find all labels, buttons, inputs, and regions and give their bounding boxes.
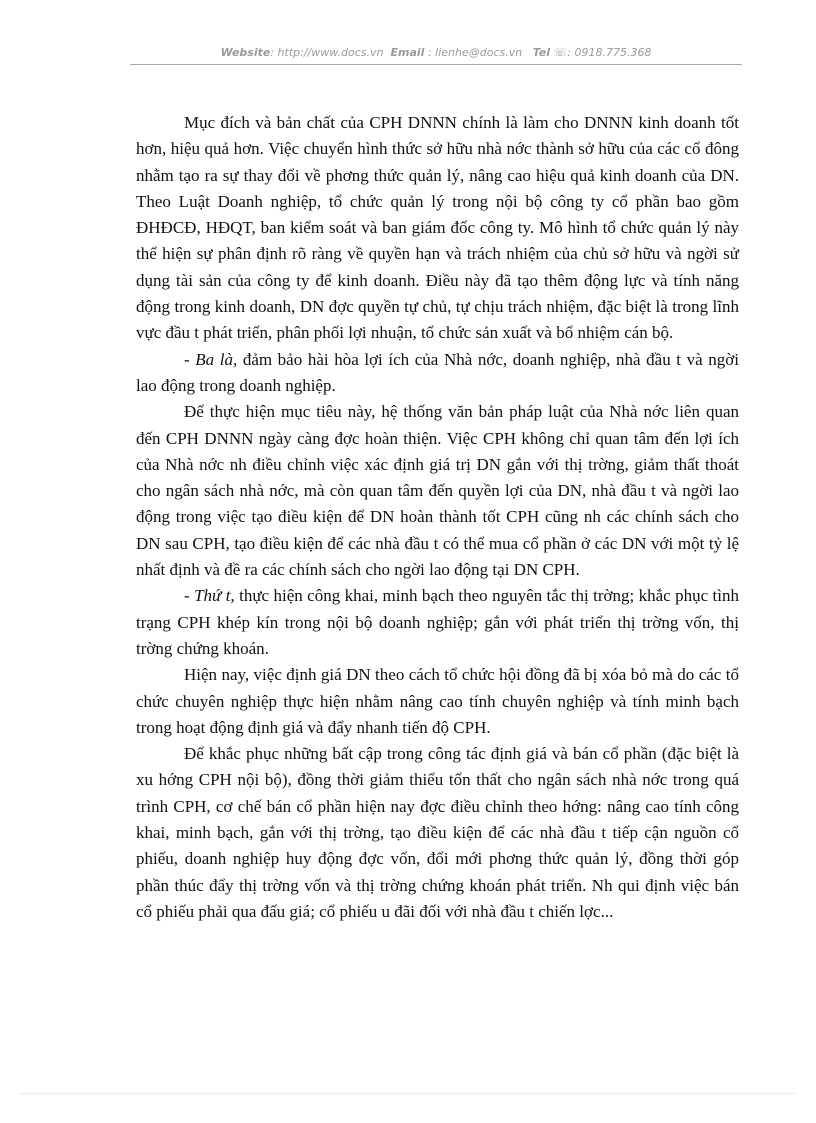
email-label: Email [390, 46, 425, 59]
paragraph-text: đảm bảo hài hòa lợi ích của Nhà nớc, doanh nghiệp, nhà đầu t và ngời lao động trong doanh nghiệp. [136, 349, 739, 395]
email-address: : lienhe@docs.vn [427, 46, 523, 59]
footer-divider [20, 1093, 796, 1094]
paragraph-lead: - Thứ t, [184, 586, 235, 606]
paragraph [136, 741, 739, 925]
paragraph-lead: - Ba là, [184, 349, 238, 369]
paragraph-text: Để thực hiện mục tiêu này, hệ thống văn bản pháp luật của Nhà nớc liên quan đến CPH DNNN ngày càng đợc hoàn thiện. Việc CPH không chỉ quan tâm đến lợi ích của Nhà nớc nh điều chỉnh việc xác định giá trị DN gắn với thị trờng, giảm thất thoát cho ngân sách nhà nớc, mà còn quan tâm đến quyền lợi của DN, nhà đầu t và ngời lao động trong việc tạo điều kiện để DN hoàn thành tốt CPH cũng nh các chính sách cho DN sau CPH, tạo điều kiện để các nhà đầu t có thể mua cổ phần ở các DN với một tỷ lệ nhất định và đề ra các chính sách cho ngời lao động tại DN CPH. [136, 402, 739, 580]
paragraph [136, 662, 739, 741]
phone-icon: ☏ [553, 46, 568, 59]
header-divider [130, 64, 742, 65]
website-label: Website [220, 46, 271, 59]
website-url: : http://www.docs.vn [270, 46, 384, 59]
paragraph-text: Hiện nay, việc định giá DN theo cách tổ chức hội đồng đã bị xóa bỏ mà do các tổ chức chuyên nghiệp thực hiện nhằm nâng cao tính chuyên nghiệp và tính minh bạch trong hoạt động định giá và đẩy nhanh tiến độ CPH. [136, 665, 739, 737]
paragraph-text: thực hiện công khai, minh bạch theo nguyên tắc thị trờng; khắc phục tình trạng CPH khép kín trong nội bộ doanh nghiệp; gắn với phát triển thị trờng vốn, thị trờng chứng khoán. [136, 586, 739, 658]
paragraph-text: Để khắc phục những bất cập trong công tác định giá và bán cổ phần (đặc biệt là xu hớng CPH nội bộ), đồng thời giảm thiểu tổn thất cho ngân sách nhà nớc trong quá trình CPH, cơ chế bán cổ phần hiện nay đợc điều chỉnh theo hớng: nâng cao tính công khai, minh bạch, gắn với thị trờng, tạo điều kiện để các nhà đầu t tiếp cận nguồn cổ phiếu, doanh nghiệp huy động đợc vốn, đổi mới phơng thức quản lý, đồng thời góp phần thúc đẩy thị trờng vốn và thị trờng chứng khoán phát triển. Nh qui định việc bán cổ phiếu phải qua đấu giá; cổ phiếu u đãi đối với nhà đầu t chiến lợc... [136, 744, 739, 921]
paragraph [136, 347, 739, 400]
paragraph [136, 399, 739, 583]
document-body [136, 110, 739, 925]
paragraph-text: Mục đích và bản chất của CPH DNNN chính là làm cho DNNN kinh doanh tốt hơn, hiệu quả hơn. Việc chuyển hình thức sở hữu nhà nớc thành sở hữu của các cổ đông nhằm tạo ra sự thay đổi về phơng thức quản lý, nâng cao hiệu quả kinh doanh của DN. Theo Luật Doanh nghiệp, tổ chức quản lý trong nội bộ công ty cổ phần bao gồm ĐHĐCĐ, HĐQT, ban kiểm soát và ban giám đốc công ty. Mô hình tổ chức quản lý này thể hiện sự phân định rõ ràng về quyền hạn và trách nhiệm của chủ sở hữu và ngời sử dụng tài sản của công ty để kinh doanh. Điều này đã tạo thêm động lực và tính năng động trong kinh doanh, DN đợc quyền tự chủ, tự chịu trách nhiệm, đặc biệt là trong lĩnh vực đầu t phát triển, phân phối lợi nhuận, tổ chức sản xuất và bổ nhiệm cán bộ. [136, 113, 739, 343]
tel-number: : 0918.775.368 [567, 46, 652, 59]
paragraph [136, 110, 739, 347]
paragraph [136, 583, 739, 662]
tel-label: Tel [532, 46, 551, 59]
page-header [130, 46, 742, 59]
